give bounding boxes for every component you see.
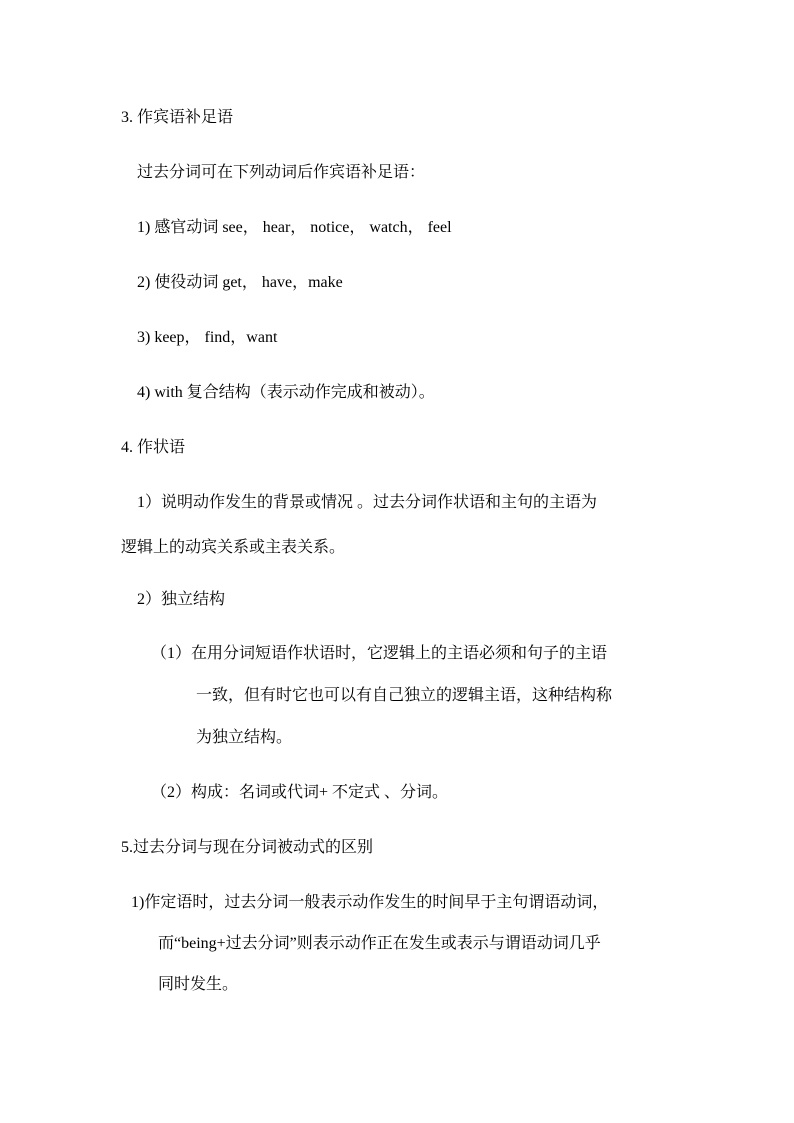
section-3-intro: 过去分词可在下列动词后作宾语补足语： [137, 164, 426, 181]
section-4-para-1-line-2: 逻辑上的动宾关系或主表关系。 [121, 539, 346, 556]
section-4-sub-1-line-1: （1）在用分词短语作状语时，它逻辑上的主语必须和句子的主语 [151, 645, 608, 662]
section-4-sub-1-line-2: 一致，但有时它也可以有自己独立的逻辑主语，这种结构称 [196, 687, 613, 704]
section-4-heading: 4. 作状语 [121, 439, 186, 456]
section-4-para-1-line-1: 1）说明动作发生的背景或情况 。过去分词作状语和主句的主语为 [137, 494, 598, 511]
section-4-sub-2: （2）构成：名词或代词+ 不定式 、分词。 [151, 784, 449, 801]
section-4-subheading-independent: 2）独立结构 [137, 591, 226, 608]
section-3-item-1: 1) 感官动词 see， hear， notice， watch， feel [137, 219, 452, 236]
section-3-heading: 3. 作宾语补足语 [121, 109, 234, 126]
section-5-para-1-line-2: 而“being+过去分词”则表示动作正在发生或表示与谓语动词几乎 [158, 935, 601, 952]
section-5-para-1-line-1: 1)作定语时，过去分词一般表示动作发生的时间早于主句谓语动词， [131, 894, 609, 911]
section-3-item-3: 3) keep， find，want [137, 329, 278, 346]
section-3-item-2: 2) 使役动词 get， have，make [137, 274, 343, 291]
section-5-para-1-line-3: 同时发生。 [158, 976, 239, 993]
section-5-heading: 5.过去分词与现在分词被动式的区别 [121, 839, 374, 856]
section-4-sub-1-line-3: 为独立结构。 [196, 729, 293, 746]
section-3-item-4: 4) with 复合结构（表示动作完成和被动）。 [137, 384, 435, 401]
